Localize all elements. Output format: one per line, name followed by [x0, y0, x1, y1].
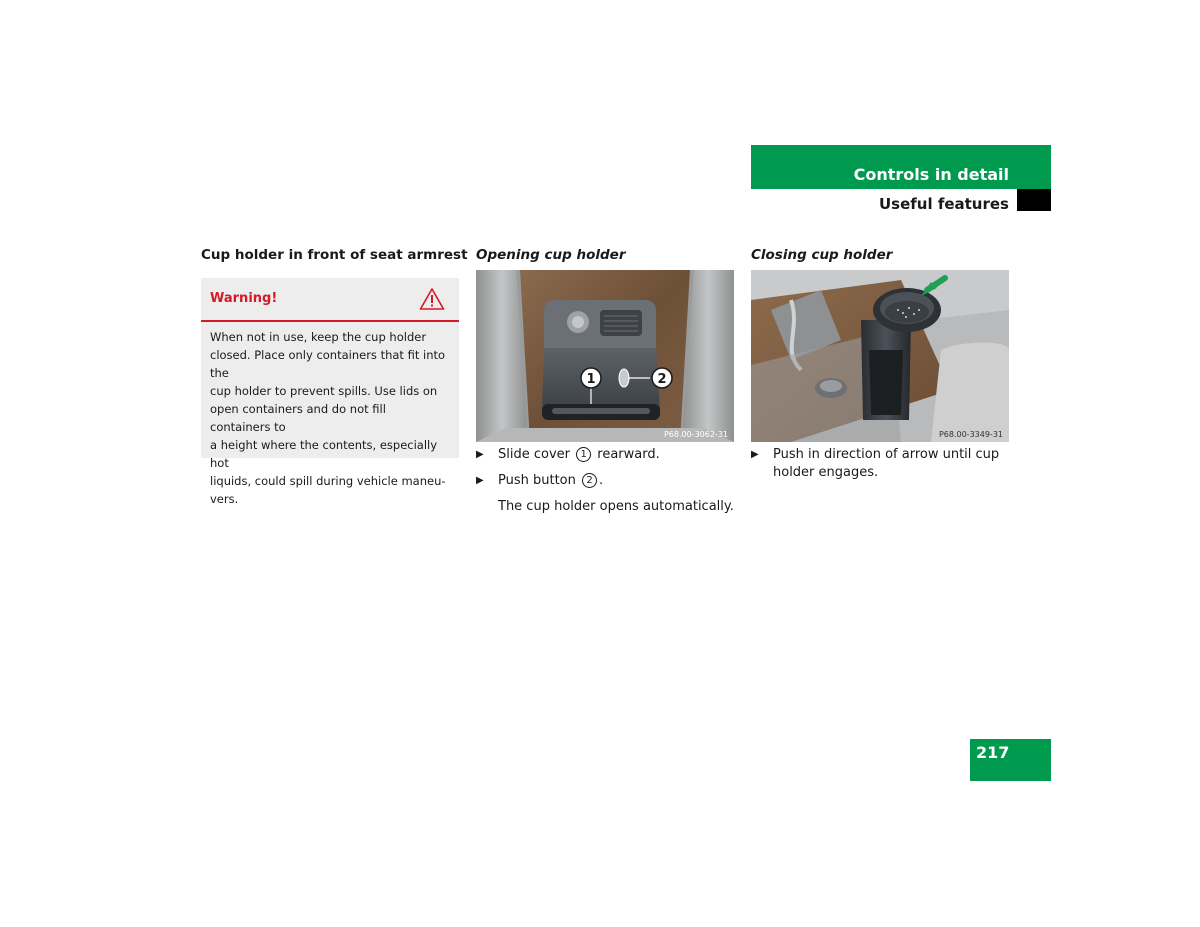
opening-cup-holder-photo: [476, 270, 734, 442]
bullet-arrow-icon: ▶: [751, 449, 759, 460]
step-text: Push in direction of arrow until cup: [773, 447, 1000, 462]
step-slide-cover: [476, 446, 734, 464]
warning-text: [201, 322, 459, 508]
warning-line: liquids, could spill during vehicle maneu-: [210, 474, 446, 488]
right-column-heading: Closing cup holder: [751, 247, 893, 263]
warning-header: [201, 278, 459, 322]
subsection-header: [751, 189, 1051, 211]
step-result: The cup holder opens automatically.: [498, 499, 734, 514]
warning-line: closed. Place only containers that fit into the: [210, 348, 446, 380]
step-text: Push button: [498, 473, 576, 488]
section-title: Controls in detail: [853, 165, 1009, 184]
step-text: Slide cover: [498, 447, 570, 462]
step-text: .: [599, 473, 604, 488]
page-number-box: [970, 739, 1051, 781]
subsection-marker: [1017, 189, 1051, 211]
opening-steps: [476, 446, 734, 516]
middle-column-heading: Opening cup holder: [476, 247, 626, 263]
console-illustration: [476, 270, 734, 442]
page-number: 217: [976, 743, 1010, 762]
callout-ref: 2: [582, 473, 597, 488]
callout-ref: 1: [576, 447, 591, 462]
image-code: P68.00-3062-31: [663, 430, 728, 439]
warning-title: Warning!: [210, 291, 278, 306]
image-code: P68.00-3349-31: [938, 430, 1003, 439]
warning-line: vers.: [210, 492, 239, 506]
closing-cup-holder-photo: [751, 270, 1009, 442]
step-text: holder engages.: [773, 465, 879, 480]
subsection-title: Useful features: [878, 195, 1009, 213]
step-text: rearward.: [597, 447, 660, 462]
warning-line: cup holder to prevent spills. Use lids on: [210, 384, 438, 398]
section-header-bar: [751, 145, 1051, 189]
warning-line: a height where the contents, especially hot: [210, 438, 438, 470]
warning-box: [201, 278, 459, 506]
bullet-arrow-icon: ▶: [476, 475, 484, 486]
warning-triangle-icon: [419, 287, 445, 311]
callout-1-label: 1: [586, 372, 596, 387]
left-column-heading: Cup holder in front of seat armrest: [201, 247, 468, 263]
callout-2-label: 2: [657, 372, 667, 387]
cup-holder-illustration: [751, 270, 1009, 442]
warning-line: When not in use, keep the cup holder: [210, 330, 427, 344]
bullet-arrow-icon: ▶: [476, 449, 484, 460]
closing-steps: [751, 446, 1009, 490]
step-push-in: [751, 446, 1009, 482]
warning-line: open containers and do not fill containers to: [210, 402, 386, 434]
step-push-button: [476, 472, 734, 490]
